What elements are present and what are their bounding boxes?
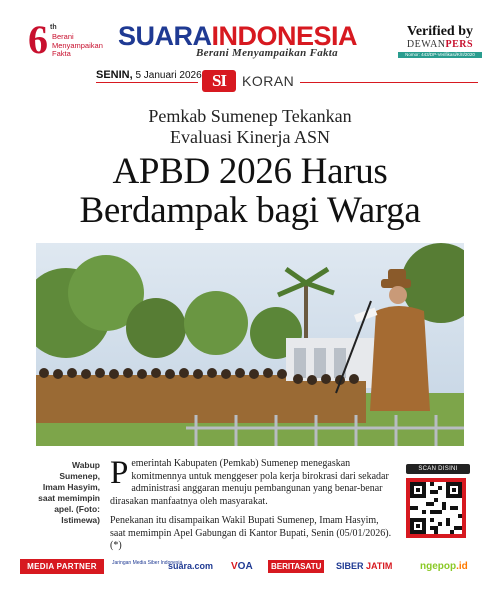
brand-tagline: Berani Menyampaikan Fakta <box>196 47 338 59</box>
partner-jms-logo[interactable]: Jaringan Media Siber Indonesia <box>112 560 183 566</box>
kicker-line1: Pemkab Sumenep Tekankan <box>148 106 352 126</box>
headline-line1: APBD 2026 Harus <box>112 151 388 192</box>
article-paragraph-1 <box>110 455 392 508</box>
partner-beritasatu-logo[interactable]: BERITASATU <box>268 560 324 573</box>
article-kicker <box>0 106 500 148</box>
photo-caption: Wabup Sumenep, Imam Hasyim, saat memimpin apel. (Foto: Istimewa) <box>38 460 100 525</box>
section-badge: SI <box>202 70 236 92</box>
article-photo[interactable] <box>36 243 464 446</box>
qr-code[interactable] <box>406 478 466 538</box>
ngepop-part2: .id <box>456 561 468 572</box>
paragraph-1-text: emerintah Kabupaten (Pemkab) Sumenep menegaskan komitmennya untuk menggeser pola kerja birokrasi dari sekadar administrasi anggaran menuju pembangunan yang benar-benar dirasakan manfaatnya oleh masyarakat. <box>110 458 389 507</box>
issue-date-text: 5 Januari 2026 <box>135 70 202 81</box>
voa-part2: OA <box>237 561 253 572</box>
article-body <box>110 455 392 553</box>
drop-cap: P <box>110 455 129 491</box>
article-headline <box>0 152 500 230</box>
anniversary-tagline: Berani Menyampaikan Fakta <box>52 32 103 58</box>
dateline <box>0 67 500 93</box>
brand-part1: SUARA <box>118 21 212 51</box>
partner-ngepop-logo[interactable] <box>420 560 468 573</box>
ngepop-part1: ngepop <box>420 561 457 572</box>
scan-qr-block[interactable] <box>406 464 470 538</box>
issue-day: SENIN, <box>96 69 133 81</box>
photo-illustration <box>36 243 464 446</box>
anniversary-number: 6 <box>28 17 48 62</box>
masthead <box>0 0 500 74</box>
verified-cert: Nomor: 443/DP-Verifikasi/K/II/2020 <box>398 52 482 58</box>
verified-title: Verified by <box>407 24 473 39</box>
anniversary-logo <box>20 17 110 64</box>
media-partner-label: MEDIA PARTNER <box>20 559 104 574</box>
scan-label: SCAN DISINI <box>406 464 470 474</box>
divider-left <box>96 82 198 83</box>
kicker-line2: Evaluasi Kinerja ASN <box>170 127 330 147</box>
verified-org-part1: DEWAN <box>406 39 446 50</box>
divider-right <box>300 82 478 83</box>
verified-org-part2: PERS <box>445 39 474 50</box>
brand-logo[interactable] <box>118 22 357 50</box>
issue-date <box>96 69 202 81</box>
partner-suara-logo[interactable]: suara.com <box>168 561 214 571</box>
headline-line2: Berdampak bagi Warga <box>79 190 421 231</box>
verified-org <box>398 39 482 51</box>
siber-part2: JATIM <box>363 561 393 571</box>
qr-code-pattern <box>410 482 462 534</box>
section-name: KORAN <box>242 73 295 89</box>
verified-badge <box>398 24 482 64</box>
siber-part1: SIBER <box>336 561 364 571</box>
media-partner-bar <box>0 555 500 577</box>
article-paragraph-2: Penekanan itu disampaikan Wakil Bupati Sumenep, Imam Hasyim, saat memimpin Apel Gabungan di Kantor Bupati, Senin (05/01/2026). (*) <box>110 515 392 551</box>
voa-part1: V <box>231 561 238 572</box>
partner-siberjatim-logo[interactable] <box>336 560 392 573</box>
brand-part2: INDONESIA <box>211 21 358 51</box>
anniversary-suffix: th <box>50 24 57 31</box>
partner-voa-logo[interactable] <box>231 560 253 573</box>
